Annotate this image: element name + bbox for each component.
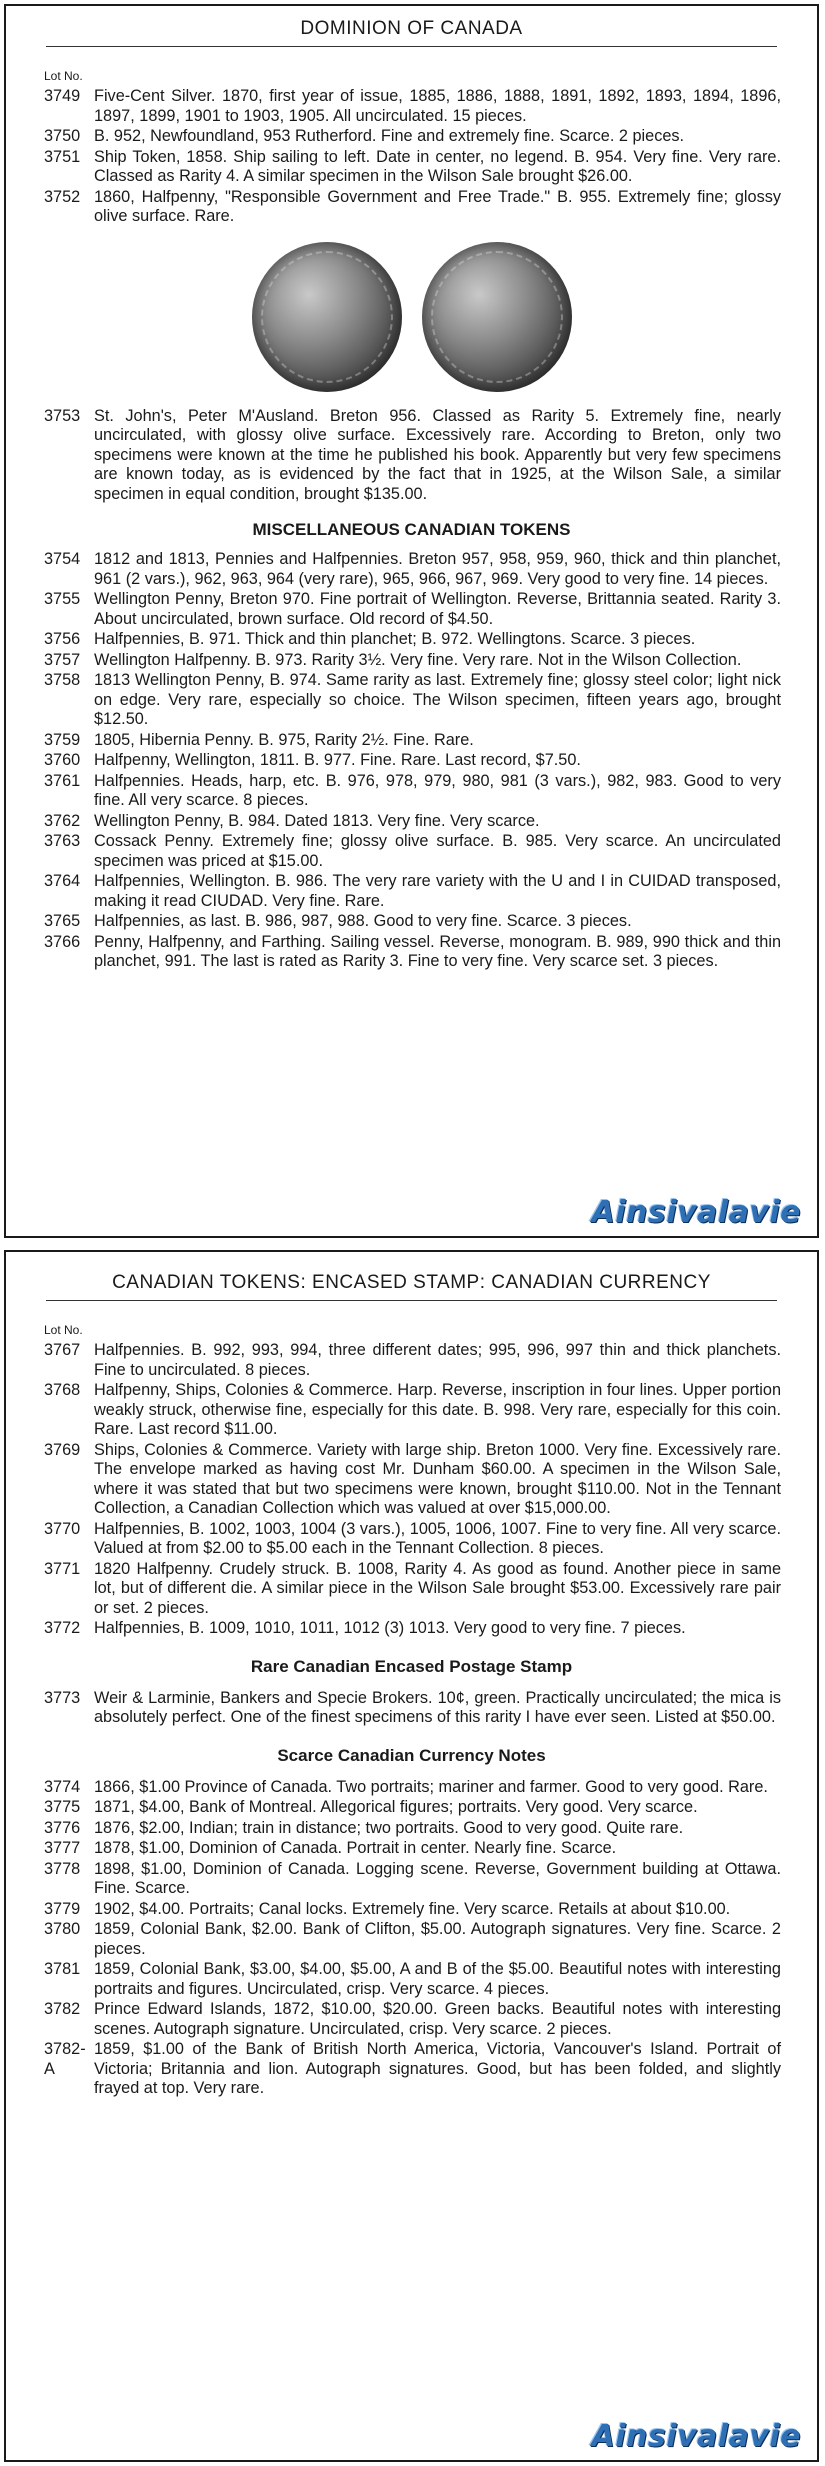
lot-number: 3780 <box>44 1920 81 1938</box>
lot-number: 3758 <box>44 671 81 689</box>
lot-description: 1878, $1.00, Dominion of Canada. Portrait in center. Nearly fine. Scarce. <box>94 1839 617 1857</box>
lot-number: 3768 <box>44 1381 81 1399</box>
lot-entry <box>44 1900 781 1920</box>
lot-description: Halfpenny, Ships, Colonies & Commerce. Harp. Reverse, inscription in four lines. Upper portion weakly struck, otherwise fine, especially for this date. B. 998. Very rare, especially for this coin. Rare. Last record $11.00. <box>94 1381 781 1438</box>
lot-number: 3756 <box>44 630 81 648</box>
lot-list <box>44 87 781 227</box>
lot-description: St. John's, Peter M'Ausland. Breton 956. Classed as Rarity 5. Extremely fine, nearly uncirculated, with glossy olive surface. Excessively rare. According to Breton, only two specimens were known at the time he published his book. Apparently but very few specimens are known today, as is evidenced by the fact that in 1925, at the Wilson Sale, a similar specimen in equal condition, brought $135.00. <box>94 406 781 503</box>
section-title: MISCELLANEOUS CANADIAN TOKENS <box>252 520 571 539</box>
lot-description: 1860, Halfpenny, "Responsible Government and Free Trade." B. 955. Extremely fine; glossy olive surface. Rare. <box>94 187 781 225</box>
watermark: Ainsivalavie <box>591 2419 801 2454</box>
lot-description: Halfpennies, B. 971. Thick and thin planchet; B. 972. Wellingtons. Scarce. 3 pieces. <box>94 630 696 648</box>
lot-description: Halfpennies, B. 1002, 1003, 1004 (3 vars.), 1005, 1006, 1007. Fine to very fine. All very scarce. Valued at from $2.00 to $5.00 each in the Tennant Collection. 8 pieces. <box>94 1519 781 1557</box>
lot-description: 1859, $1.00 of the Bank of British North America, Victoria, Vancouver's Island. Portrait of Victoria; Britannia and lion. Autograph signatures. Good, but has been folded, and slightly frayed at top. Very rare. <box>94 2040 781 2097</box>
page-header: DOMINION OF CANADA <box>46 18 777 47</box>
lot-entry <box>44 933 781 972</box>
lot-entry <box>44 1689 781 1728</box>
lot-no-label: Lot No. <box>44 69 83 83</box>
lot-number: 3782-A <box>44 2040 86 2078</box>
lot-entry <box>44 731 781 751</box>
lot-description: Wellington Halfpenny. B. 973. Rarity 3½. Very fine. Very rare. Not in the Wilson Collection. <box>94 650 742 669</box>
lot-number: 3765 <box>44 912 81 930</box>
lot-number: 3777 <box>44 1839 81 1857</box>
lot-list <box>44 1778 781 2099</box>
lot-number: 3776 <box>44 1818 81 1837</box>
lot-description: 1805, Hibernia Penny. B. 975, Rarity 2½. Fine. Rare. <box>94 730 474 749</box>
lot-entry <box>44 2000 781 2039</box>
coin-reverse-image <box>422 242 572 392</box>
catalog-page-1 <box>4 4 819 1238</box>
lot-number: 3769 <box>44 1440 81 1459</box>
lot-number: 3750 <box>44 127 81 145</box>
lot-entry <box>44 832 781 871</box>
lot-number: 3763 <box>44 832 81 850</box>
lot-entry <box>44 1798 781 1818</box>
lot-description: Halfpenny, Wellington, 1811. B. 977. Fine. Rare. Last record, $7.50. <box>94 751 581 769</box>
lot-number: 3782 <box>44 2000 81 2018</box>
section-title: Rare Canadian Encased Postage Stamp <box>250 1656 573 1676</box>
lot-description: 1876, $2.00, Indian; train in distance; two portraits. Good to very good. Quite rare. <box>94 1818 684 1837</box>
lot-entry <box>44 1839 781 1859</box>
lot-list <box>44 1341 781 1639</box>
lot-description: Halfpennies, B. 1009, 1010, 1011, 1012 (3) 1013. Very good to very fine. 7 pieces. <box>94 1619 686 1637</box>
lot-entry <box>44 1341 781 1380</box>
lot-entry <box>44 127 781 147</box>
lot-entry <box>44 1619 781 1639</box>
lot-number: 3778 <box>44 1859 81 1878</box>
lot-entry <box>44 812 781 832</box>
lot-entry <box>44 550 781 589</box>
lot-no-label: Lot No. <box>44 1323 83 1337</box>
lot-number: 3749 <box>44 87 81 105</box>
lot-number: 3761 <box>44 771 81 790</box>
lot-entry <box>44 590 781 629</box>
lot-description: 1871, $4.00, Bank of Montreal. Allegorical figures; portraits. Very good. Very scarce. <box>94 1798 698 1816</box>
lot-description: 1898, $1.00, Dominion of Canada. Logging scene. Reverse, Government building at Ottawa. Fine. Scarce. <box>94 1859 781 1897</box>
lot-number: 3754 <box>44 550 81 568</box>
lot-number: 3762 <box>44 811 81 830</box>
lot-description: 1812 and 1813, Pennies and Halfpennies. Breton 957, 958, 959, 960, thick and thin planchet, 961 (2 vars.), 962, 963, 964 (very rare), 965, 966, 967, 969. Very good to very fine. 14 pieces. <box>94 550 781 588</box>
lot-entry <box>44 87 781 126</box>
lot-entry <box>44 630 781 650</box>
lot-number: 3773 <box>44 1688 81 1707</box>
lot-number: 3779 <box>44 1899 81 1918</box>
lot-list <box>44 407 781 505</box>
lot-entry <box>44 671 781 730</box>
lot-entry <box>44 1819 781 1839</box>
lot-number: 3751 <box>44 147 81 166</box>
coin-obverse-image <box>252 242 402 392</box>
lot-description: Halfpennies, as last. B. 986, 987, 988. Good to very fine. Scarce. 3 pieces. <box>94 912 632 930</box>
page-header: CANADIAN TOKENS: ENCASED STAMP: CANADIAN CURRENCY <box>46 1272 777 1301</box>
lot-number: 3752 <box>44 187 81 206</box>
lot-number: 3764 <box>44 872 81 890</box>
lot-description: 1859, Colonial Bank, $3.00, $4.00, $5.00, A and B of the $5.00. Beautiful notes with interesting portraits and figures. Uncirculated, crisp. Very scarce. 4 pieces. <box>94 1960 781 1998</box>
lot-entry <box>44 188 781 227</box>
lot-entry <box>44 1560 781 1619</box>
lot-number: 3781 <box>44 1960 81 1978</box>
lot-description: Ship Token, 1858. Ship sailing to left. Date in center, no legend. B. 954. Very fine. Very rare. Classed as Rarity 4. A similar specimen in the Wilson Sale brought $26.00. <box>94 147 781 185</box>
lot-number: 3766 <box>44 932 81 951</box>
lot-description: 1859, Colonial Bank, $2.00. Bank of Clifton, $5.00. Autograph signatures. Very fine. Scarce. 2 pieces. <box>94 1920 781 1958</box>
lot-description: Weir & Larminie, Bankers and Specie Brokers. 10¢, green. Practically uncirculated; the mica is absolutely perfect. One of the finest specimens of this rarity I have ever seen. Listed at $50.00. <box>94 1688 781 1726</box>
lot-list <box>44 550 781 972</box>
section-title: Scarce Canadian Currency Notes <box>277 1745 546 1765</box>
lot-description: 1866, $1.00 Province of Canada. Two portraits; mariner and farmer. Good to very good. Rare. <box>94 1777 768 1796</box>
lot-entry <box>44 1920 781 1959</box>
lot-description: Penny, Halfpenny, and Farthing. Sailing vessel. Reverse, monogram. B. 989, 990 thick and thin planchet, 991. The last is rated as Rarity 3. Fine to very fine. Very scarce set. 3 pieces. <box>94 932 781 970</box>
lot-entry <box>44 772 781 811</box>
lot-description: Prince Edward Islands, 1872, $10.00, $20.00. Green backs. Beautiful notes with interesting scenes. Autograph signature. Uncirculated, crisp. Very scarce. 2 pieces. <box>94 2000 781 2038</box>
lot-description: Ships, Colonies & Commerce. Variety with large ship. Breton 1000. Very fine. Excessively rare. The envelope marked as having cost Mr. Dunham $60.00. A specimen in the Wilson Sale, where it was stated that but two specimens were known, brought $110.00. Not in the Tennant Collection, a Canadian Collection which was valued at over $15,000.00. <box>94 1440 781 1517</box>
lot-description: Halfpennies. Heads, harp, etc. B. 976, 978, 979, 980, 981 (3 vars.), 982, 983. Good to very fine. All very scarce. 8 pieces. <box>94 771 781 809</box>
lot-description: Halfpennies. B. 992, 993, 994, three different dates; 995, 996, 997 thin and thick planchets. Fine to uncirculated. 8 pieces. <box>94 1341 781 1379</box>
lot-description: Five-Cent Silver. 1870, first year of issue, 1885, 1886, 1888, 1891, 1892, 1893, 1894, 1896, 1897, 1899, 1901 to 1903, 1905. All uncirculated. 15 pieces. <box>94 87 781 125</box>
lot-entry <box>44 407 781 505</box>
coin-photos <box>6 233 817 401</box>
lot-description: Wellington Penny, Breton 970. Fine portrait of Wellington. Reverse, Brittannia seated. Rarity 3. About uncirculated, brown surface. Old record of $4.50. <box>94 590 781 628</box>
lot-description: Halfpennies, Wellington. B. 986. The very rare variety with the U and I in CUIDAD transposed, making it read CIUDAD. Very fine. Rare. <box>94 872 781 910</box>
lot-list <box>44 1689 781 1728</box>
lot-number: 3772 <box>44 1619 81 1637</box>
lot-entry <box>44 2040 781 2099</box>
lot-entry <box>44 1520 781 1559</box>
lot-number: 3757 <box>44 650 81 669</box>
lot-number: 3755 <box>44 590 81 608</box>
lot-entry <box>44 1441 781 1519</box>
lot-entry <box>44 148 781 187</box>
lot-description: 1820 Halfpenny. Crudely struck. B. 1008, Rarity 4. As good as found. Another piece in same lot, but of different die. A similar piece in the Wilson Sale brought $53.00. Excessively rare pair or set. 2 pieces. <box>94 1559 781 1617</box>
lot-entry <box>44 1778 781 1798</box>
watermark: Ainsivalavie <box>591 1195 801 1230</box>
lot-entry <box>44 751 781 771</box>
lot-description: 1813 Wellington Penny, B. 974. Same rarity as last. Extremely fine; glossy steel color; light nick on edge. Very rare, especially so choice. The Wilson specimen, fifteen years ago, brought $12.50. <box>94 671 781 728</box>
lot-entry <box>44 872 781 911</box>
lot-description: 1902, $4.00. Portraits; Canal locks. Extremely fine. Very scarce. Retails at about $10.00. <box>94 1899 731 1918</box>
lot-entry <box>44 651 781 671</box>
lot-number: 3775 <box>44 1798 81 1816</box>
lot-number: 3760 <box>44 751 81 769</box>
lot-description: B. 952, Newfoundland, 953 Rutherford. Fine and extremely fine. Scarce. 2 pieces. <box>94 127 685 145</box>
lot-entry <box>44 1960 781 1999</box>
lot-number: 3753 <box>44 406 81 425</box>
catalog-page-2 <box>4 1250 819 2462</box>
lot-number: 3774 <box>44 1777 81 1796</box>
lot-description: Cossack Penny. Extremely fine; glossy olive surface. B. 985. Very scarce. An uncirculated specimen was priced at $15.00. <box>94 832 781 870</box>
lot-number: 3771 <box>44 1559 81 1578</box>
lot-number: 3770 <box>44 1519 81 1538</box>
lot-entry <box>44 912 781 932</box>
lot-entry <box>44 1381 781 1440</box>
lot-entry <box>44 1860 781 1899</box>
lot-number: 3759 <box>44 730 81 749</box>
lot-description: Wellington Penny, B. 984. Dated 1813. Very fine. Very scarce. <box>94 811 540 830</box>
lot-number: 3767 <box>44 1341 81 1359</box>
